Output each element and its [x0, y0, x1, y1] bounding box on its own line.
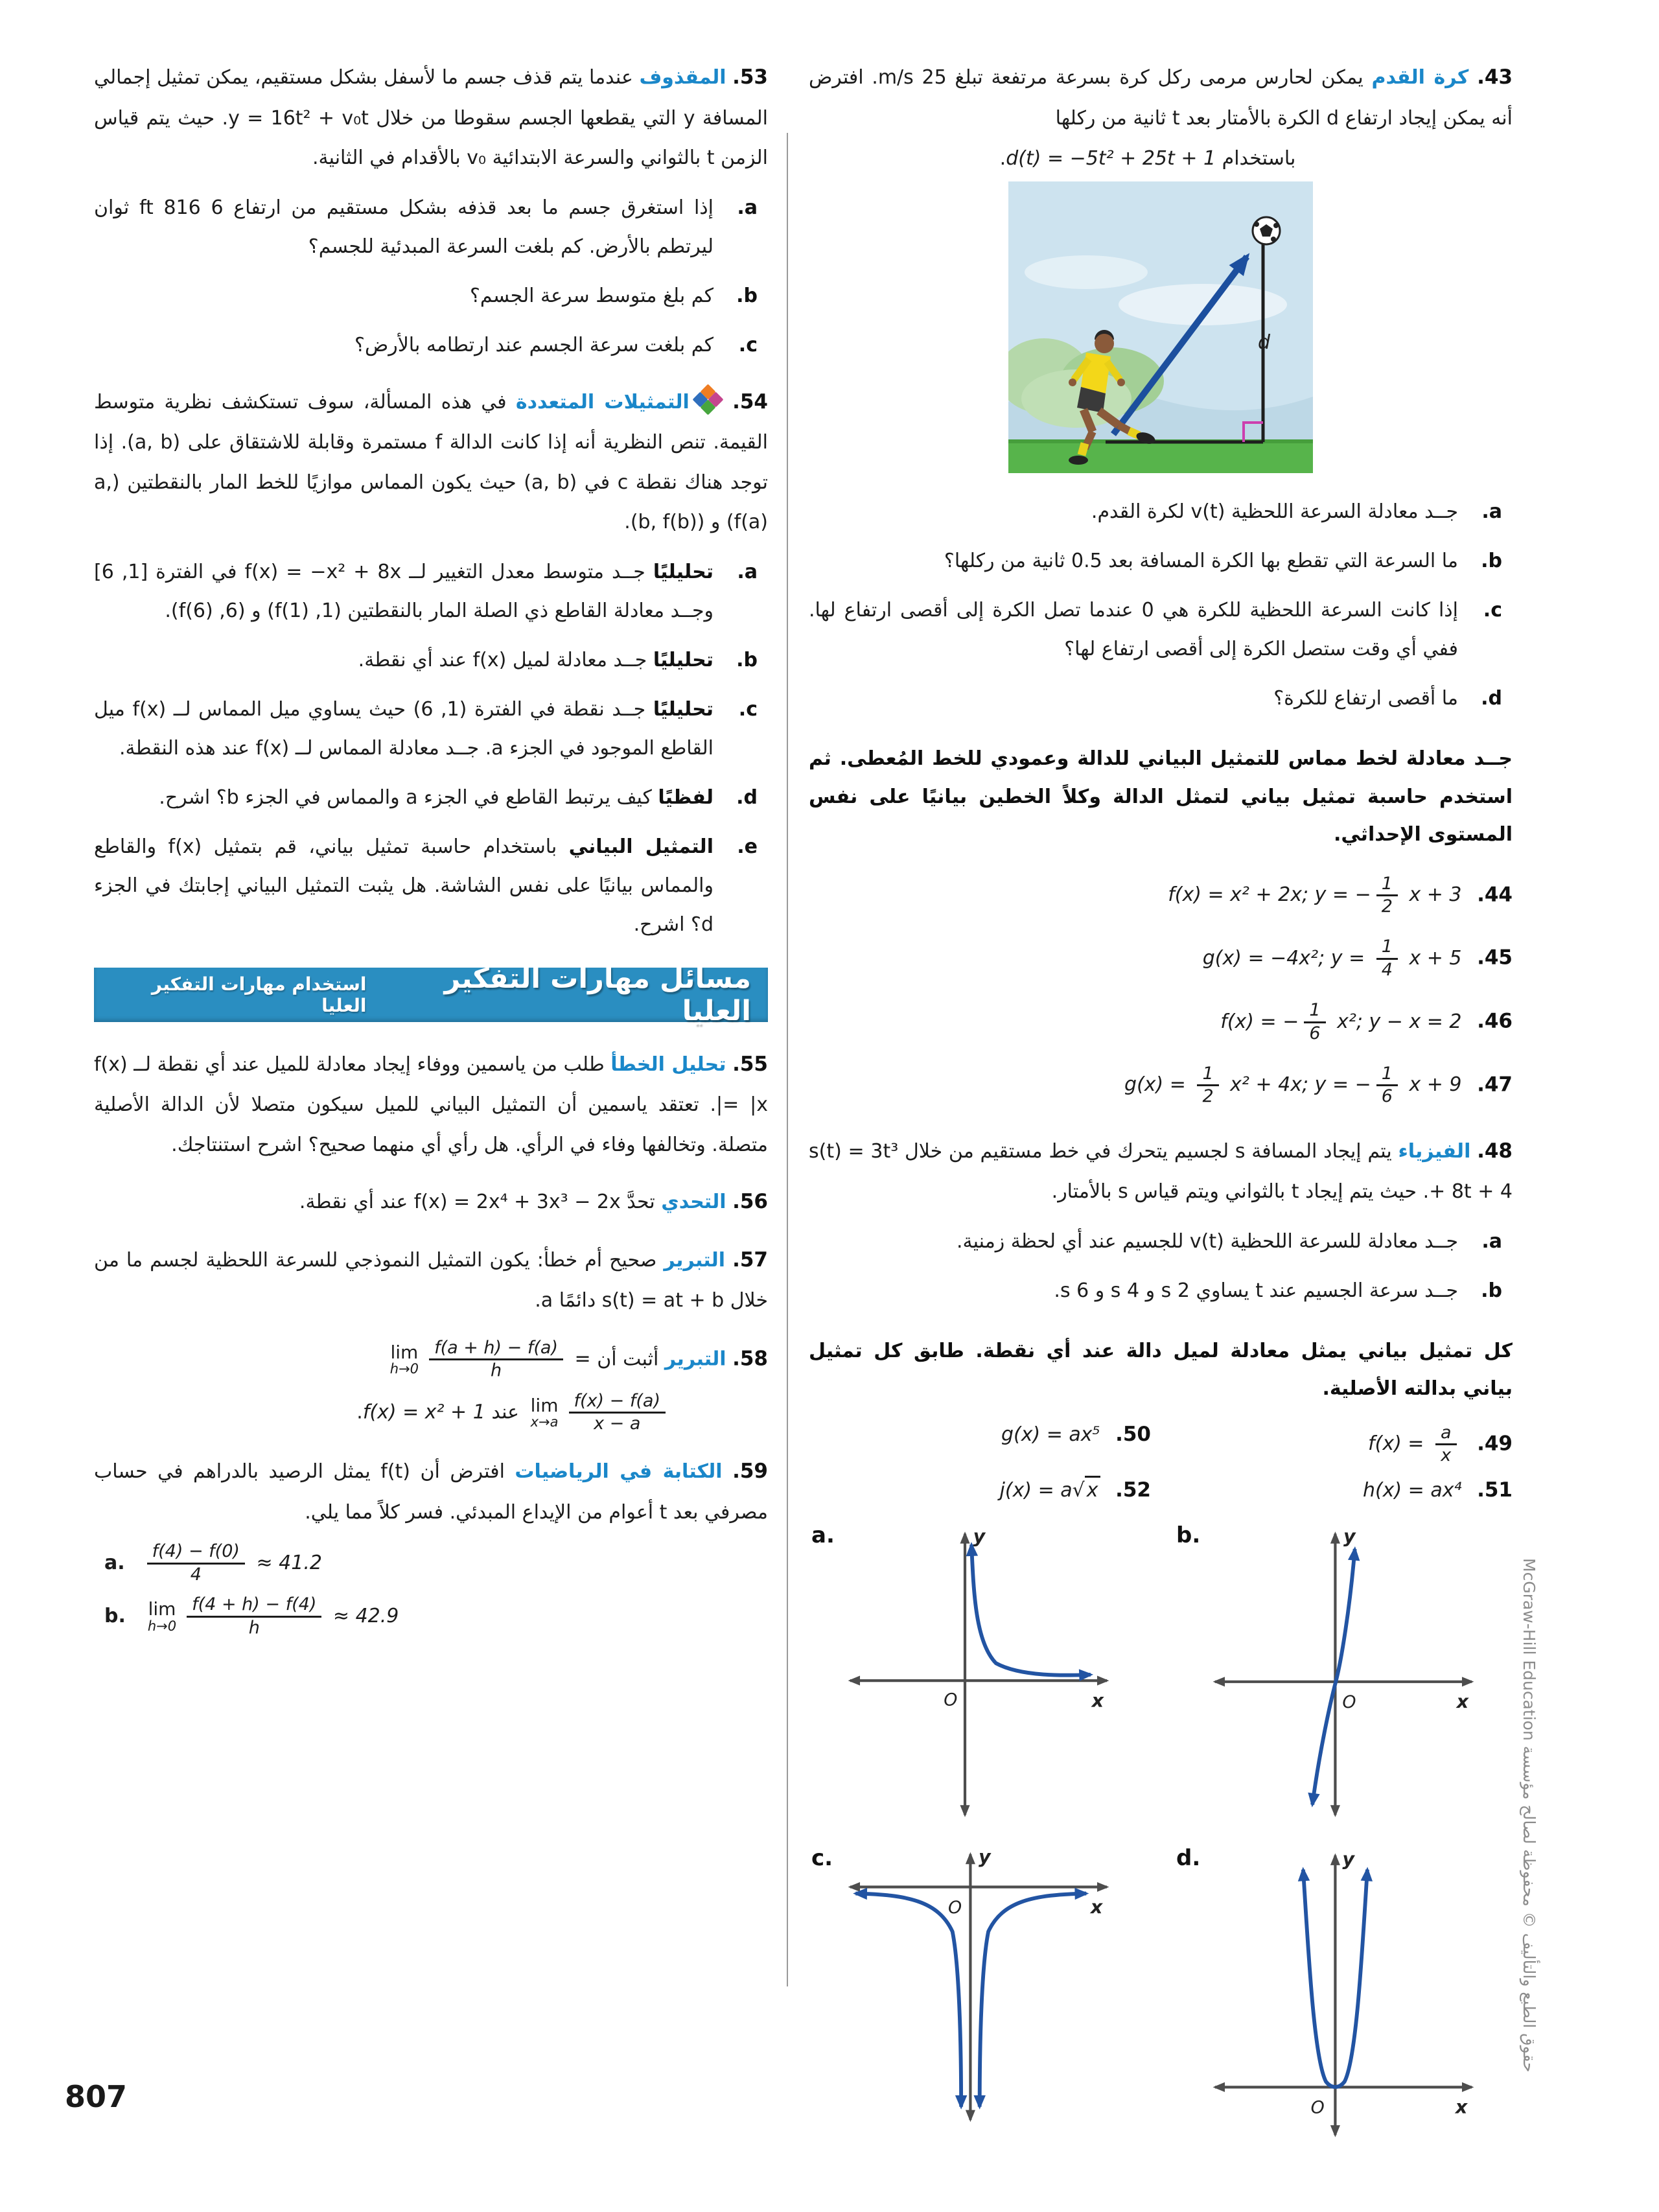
item-text	[94, 835, 713, 936]
problem-54	[94, 382, 768, 944]
problem-number: 47.	[1477, 1073, 1513, 1097]
item-body: كيف يرتبط القاطع في الجزء a والمماس في الجزء b؟ اشرح.	[159, 786, 652, 809]
problem-number: 43.	[1477, 65, 1513, 89]
ball-spot	[1273, 223, 1279, 228]
period: .	[999, 147, 1006, 170]
x-axis-label: x	[1456, 1690, 1468, 1712]
item-label: e.	[737, 835, 758, 858]
problem-number: 45.	[1477, 946, 1513, 970]
ball-spot	[1271, 237, 1276, 242]
problem-body: يمكن لحارس مرمى ركل كرة بسرعة مرتفعة تبلغ 25 m/s. افترض أنه يمكن إيجاد ارتفاع d الكرة بالأمتار بعد t ثانية من ركلها	[809, 66, 1513, 130]
item-label: b.	[1481, 1279, 1502, 1302]
item-label: d.	[1481, 687, 1502, 710]
item-text: كم بلغ متوسط سرعة الجسم؟	[469, 284, 713, 307]
item-label: b.	[104, 1604, 126, 1627]
origin-label: O	[947, 1897, 962, 1918]
problem-53-text	[94, 57, 768, 178]
problem-number: 49.	[1477, 1432, 1513, 1456]
item-keyword: تحليليًا	[653, 648, 713, 671]
problem-number: 58.	[732, 1347, 768, 1371]
y-axis-label: y	[1341, 1848, 1354, 1870]
origin-label: O	[1310, 2097, 1325, 2118]
period: .	[356, 1400, 363, 1423]
problem-body: يتم إيجاد المسافة s لجسيم يتحرك في خط مستقيم من خلال s(t) = 3t³ + 8t + 4. حيث يتم إيجاد t بالثواني ويتم قياس s بالأمتار.	[809, 1139, 1513, 1204]
subitem-54d	[94, 778, 768, 817]
formula: $\frac{f(4) - f(0)}{4}$ ≈ 41.2	[142, 1552, 322, 1574]
problem-number: 44.	[1477, 882, 1513, 906]
item-keyword: تحليليًا	[653, 560, 714, 583]
graph-cell-a	[809, 1519, 1148, 1823]
formula: g(x) = −4x²; y = $\frac{1}{4}$ x + 5	[1202, 937, 1462, 980]
column-divider	[787, 133, 788, 1986]
higher-order-thinking-banner	[94, 962, 768, 1027]
problem-59	[94, 1451, 768, 1638]
problem-56	[94, 1182, 768, 1223]
problem-keyword: التمثيلات المتعددة	[515, 390, 690, 413]
origin-label: O	[943, 1690, 957, 1710]
item-label: a.	[1481, 500, 1502, 524]
subitem-43a	[809, 493, 1513, 531]
problem-number: 54.	[732, 390, 768, 413]
y-axis-label: y	[1343, 1525, 1356, 1547]
problem-number: 48.	[1477, 1139, 1513, 1163]
item-label: a.	[104, 1551, 125, 1574]
x-axis-label: x	[1455, 2096, 1467, 2118]
soccer-illustration	[1008, 181, 1313, 476]
problem-number: 53.	[732, 65, 768, 89]
item-keyword: التمثيل البياني	[568, 835, 713, 858]
curve-c-right	[979, 1893, 1086, 2106]
curve-c-left	[855, 1893, 961, 2106]
subitem-54e	[94, 828, 768, 944]
subitem-59b	[94, 1594, 768, 1638]
graph-cell-c	[809, 1841, 1148, 2146]
problem-53	[94, 57, 768, 365]
y-axis-label: y	[978, 1846, 991, 1868]
problem-number: 56.	[732, 1190, 768, 1214]
formula: d(t) = −5t² + 25t + 1	[1006, 147, 1216, 170]
graph-d	[1181, 1841, 1505, 2146]
item-text: كم بلغت سرعة الجسم عند ارتطامه بالأرض؟	[354, 333, 713, 356]
item-label: b.	[736, 648, 758, 671]
formula: g(x) = $\frac{1}{2}$ x² + 4x; y = − $\frac{1}{6}$ x + 9	[1124, 1063, 1462, 1107]
problem-body: في هذه المسألة، سوف تستكشف نظرية متوسط القيمة. تنص النظرية أنه إذا كانت الدالة f مستمرة وقابلة للاشتقاق على (a, b). إذا توجد هناك نقطة c في (a, b) حيث يكون المماس موازيًا للخط المار بالنقطتين (a, f(a)) و (b, f(b)).	[94, 390, 769, 534]
formula: f(x) = x² + 2x; y = − $\frac{1}{2}$ x + 3	[1168, 873, 1462, 916]
graph-cell-b	[1174, 1519, 1513, 1823]
item-text: ما أقصى ارتفاع للكرة؟	[1273, 687, 1458, 710]
graph-label: c.	[811, 1845, 833, 1871]
multi-representations-icon	[693, 385, 723, 415]
problem-57	[94, 1240, 768, 1321]
item-label: a.	[737, 196, 758, 219]
formula: lim h→0 $\frac{f(4 + h) - f(4)}{h}$ ≈ 42.9	[147, 1594, 399, 1638]
origin-label: O	[1341, 1692, 1356, 1712]
formula-line	[809, 147, 1487, 170]
slope-graphs	[809, 1519, 1513, 2146]
ball-spot	[1254, 222, 1259, 227]
problem-49	[1170, 1423, 1513, 1467]
problem-keyword: التبرير	[664, 1248, 726, 1272]
problem-keyword: المقذوف	[639, 66, 726, 89]
match-functions	[809, 1423, 1513, 1502]
problem-46	[809, 1000, 1513, 1044]
subitem-54c	[94, 690, 768, 768]
copyright-sidebar: حقوق الطبع والتأليف © محفوظة لصالح مؤسسة McGraw-Hill Education	[1520, 1558, 1538, 2073]
page-number: 807	[65, 2079, 128, 2114]
item-text	[94, 561, 713, 622]
distance-label: d	[1257, 331, 1270, 355]
item-body: جــد معادلة لميل f(x) عند أي نقطة.	[358, 648, 647, 671]
item-body: جــد متوسط معدل التغيير لــ f(x) = −x² + 8x في الفترة [1, 6] وجــد معادلة القاطع ذي الصلة المار بالنقطتين (1, f(1)) و (6, f(6)).	[94, 560, 713, 622]
item-body: جــد نقطة في الفترة (1, 6) حيث يساوي ميل المماس لــ f(x) ميل القاطع الموجود في الجزء a. جــد معادلة المماس لــ f(x) عند هذه النقطة.	[94, 697, 713, 760]
subitem-48a	[809, 1222, 1513, 1261]
y-axis-label: y	[973, 1525, 985, 1547]
problem-number: 46.	[1477, 1009, 1513, 1033]
graph-label: d.	[1176, 1845, 1201, 1871]
formula: h(x) = ax⁴	[1362, 1478, 1462, 1502]
subitem-53b	[94, 277, 768, 316]
problem-keyword: كرة القدم	[1371, 66, 1469, 89]
problem-number: 55.	[732, 1052, 768, 1076]
formula: f(x) = $\frac{a}{x}$	[1368, 1432, 1461, 1455]
item-text: إذا استغرق جسم ما بعد قذفه بشكل مستقيم من ارتفاع 6 816 ft ثوان ليرتطم بالأرض. كم بلغت السرعة المبدئية للجسم؟	[94, 196, 713, 258]
item-label: d.	[736, 786, 758, 809]
item-text	[159, 786, 713, 809]
problem-number: 59.	[732, 1460, 768, 1484]
item-text	[94, 698, 713, 760]
problem-keyword: الفيزياء	[1398, 1139, 1471, 1163]
limit-formula-1: lim h→0 $\frac{f(a + h) - f(a)}{h}$ =	[389, 1337, 591, 1381]
formula: g(x) = ax⁵	[1001, 1423, 1100, 1446]
problem-body: صحيح أم خطأ: يكون التمثيل النموذجي للسرعة اللحظية لجسم ما من خلال s(t) = at + b دائمًا a.	[94, 1248, 768, 1312]
problem-58	[94, 1338, 768, 1435]
soccer-kick-figure	[1008, 181, 1313, 473]
formula: j(x) = a√ x	[1000, 1479, 1100, 1502]
problem-body: أثبت أن	[597, 1347, 659, 1371]
problem-48-text	[809, 1131, 1513, 1212]
x-axis-label: x	[1091, 1689, 1104, 1711]
item-label: b.	[736, 284, 758, 307]
problem-keyword: تحليل الخطأ	[610, 1053, 726, 1076]
problem-59-text	[94, 1451, 768, 1532]
function-formula: f(x) = x² + 1	[362, 1400, 485, 1423]
problem-58-line1	[94, 1338, 768, 1382]
item-text	[358, 649, 713, 671]
grass	[1008, 439, 1313, 473]
item-label: c.	[738, 697, 758, 721]
problem-50	[809, 1423, 1151, 1467]
problem-54-text	[94, 382, 768, 542]
graph-c	[817, 1841, 1141, 2146]
problem-51	[1170, 1478, 1513, 1502]
graph-b	[1181, 1519, 1505, 1823]
item-text: جــد معادلة السرعة اللحظية v(t) لكرة القدم.	[1091, 500, 1458, 524]
banner-subtitle: استخدام مهارات التفكير العليا	[151, 973, 367, 1016]
problem-body: افترض أن f(t) يمثل الرصيد بالدراهم في حساب مصرفي بعد t أعوام من الإيداع المبدئي. فسر كلاً مما يلي.	[94, 1460, 768, 1524]
item-text: جــد معادلة للسرعة اللحظية v(t) للجسيم عند أي لحظة زمنية.	[956, 1229, 1458, 1253]
item-keyword: لفظيًا	[658, 786, 713, 809]
x-axis-label: x	[1090, 1896, 1102, 1918]
problem-58-line2	[94, 1391, 768, 1435]
item-keyword: تحليليًا	[653, 697, 713, 721]
problem-52	[809, 1478, 1151, 1502]
item-label: a.	[737, 560, 758, 583]
subitem-43d	[809, 679, 1513, 718]
formula: f(x) = − $\frac{1}{6}$ x²; y − x = 2	[1220, 1000, 1462, 1043]
subitem-53a	[94, 189, 768, 266]
problem-keyword: الكتابة في الرياضيات	[515, 1460, 723, 1484]
problem-57-text	[94, 1240, 768, 1321]
problem-number: 52.	[1115, 1478, 1151, 1502]
problem-body: عندما يتم قذف جسم ما لأسفل بشكل مستقيم، يمكن تمثيل إجمالي المسافة y التي يقطعها الجسم سقوطا من خلال y = 16t² + v₀t. حيث يتم قياس الزمن t بالثواني والسرعة الابتدائية v₀ بالأقدام في الثانية.	[94, 66, 768, 170]
problem-number: 50.	[1115, 1422, 1151, 1446]
problem-45	[809, 937, 1513, 981]
item-text: جــد سرعة الجسيم عند t يساوي 2 s و 4 s و 6 s.	[1054, 1279, 1458, 1302]
curve-b	[1312, 1549, 1354, 1804]
item-text: إذا كانت السرعة اللحظية للكرة هي 0 عندما تصل الكرة إلى أقصى ارتفاع لها. ففي أي وقت ستصل الكرة إلى أقصى ارتفاع لها؟	[809, 599, 1458, 661]
graph-a	[817, 1519, 1141, 1823]
problem-keyword: التبرير	[664, 1347, 726, 1371]
graph-cell-d	[1174, 1841, 1513, 2146]
subitem-53c	[94, 326, 768, 365]
item-body: باستخدام حاسبة تمثيل بياني، قم بتمثيل f(x) والقاطع والمماس بيانيًا على نفس الشاشة. هل يثبت التمثيل البياني إجابتك في الجزء d؟ اشرح.	[94, 835, 713, 936]
item-label: c.	[738, 333, 758, 356]
limit-formula-2: lim x→a $\frac{f(x) - f(a)}{x - a}$	[526, 1401, 671, 1423]
left-column	[94, 57, 768, 1655]
problem-55	[94, 1044, 768, 1165]
item-label: b.	[1481, 550, 1502, 573]
problem-55-text	[94, 1044, 768, 1165]
problem-44	[809, 874, 1513, 918]
problem-43-text	[809, 57, 1513, 138]
cloud	[1025, 255, 1148, 289]
connector: عند	[491, 1400, 520, 1423]
problem-47	[809, 1064, 1513, 1108]
subitem-48b	[809, 1272, 1513, 1310]
subitem-54a	[94, 553, 768, 631]
problem-body: طلب من ياسمين ووفاء إيجاد معادلة للميل عند أي نقطة لــ f(x) = |x|. تعتقد ياسمين أن التمثيل البياني للميل سيكون متصلا لأن الدالة الأصلية متصلة. وتخالفها وفاء في الرأي. هل رأي أي منهما صحيح؟ اشرح استنتاجك.	[94, 1053, 768, 1156]
subitem-59a	[94, 1541, 768, 1585]
subitem-43c	[809, 591, 1513, 669]
right-column	[809, 57, 1513, 2146]
tangent-instructions: جــد معادلة لخط مماس للتمثيل البياني للدالة وعمودي للخط المُعطى. ثم استخدم حاسبة تمثيل بياني لتمثل الدالة وكلاً الخطين بيانيًا على نفس المستوى الإحداثي.	[809, 747, 1513, 846]
problem-keyword: التحدي	[661, 1191, 726, 1214]
match-instructions: كل تمثيل بياني يمثل معادلة لميل دالة عند أي نقطة. طابق كل تمثيل بياني بدالته الأصلية.	[809, 1339, 1513, 1401]
problem-number: 57.	[732, 1248, 768, 1272]
graph-label: b.	[1176, 1522, 1201, 1548]
graph-label: a.	[811, 1522, 835, 1548]
item-label: c.	[1483, 599, 1502, 622]
subitem-54b	[94, 641, 768, 680]
formula-lead: باستخدام	[1222, 147, 1296, 170]
banner-title: مسائل مهارات التفكير العليا	[444, 962, 751, 1027]
problem-48	[809, 1131, 1513, 1310]
item-text: ما السرعة التي تقطع بها الكرة المسافة بعد 0.5 ثانية من ركلها؟	[944, 550, 1458, 573]
item-label: a.	[1481, 1229, 1502, 1253]
problem-body: تحدَّ f(x) = 2x⁴ + 3x³ − 2x عند أي نقطة.	[299, 1191, 655, 1214]
curve-a	[971, 1544, 1091, 1675]
problem-56-text	[94, 1182, 768, 1223]
problem-number: 51.	[1477, 1478, 1513, 1502]
problem-43	[809, 57, 1513, 718]
subitem-43b	[809, 542, 1513, 581]
